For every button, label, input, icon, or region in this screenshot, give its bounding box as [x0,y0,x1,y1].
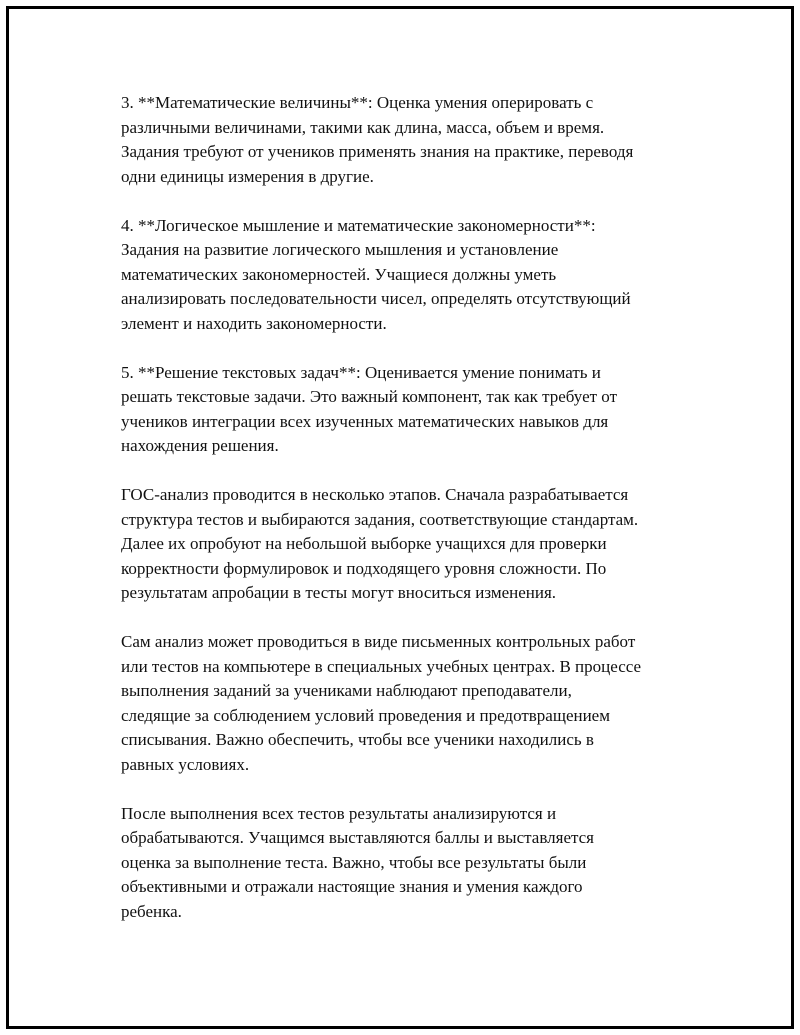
paragraph-results-processing: После выполнения всех тестов результаты анализируются и обрабатываются. Учащимся выставляются баллы и выставляется оценка за выполнение теста. Важно, чтобы все результаты были объективными и отражали настоящие знания и умения каждого ребенка. [121,803,594,921]
page-border [6,6,794,1029]
paragraph-math-quantities: 3. **Математические величины**: Оценка умения оперировать с различными величинами, такими как длина, масса, объем и время. Задания требуют от учеников применять знания на практике, переводя одни единицы измерения в другие. [121,93,634,186]
paragraph-analysis-stages: ГОС-анализ проводится в несколько этапов. Сначала разрабатывается структура тестов и выбираются задания, соответствующие стандартам. Далее их опробуют на небольшой выборке учащихся для проверки корректности формулировок и подходящего уровня сложности. По результатам апробации в тесты могут вноситься изменения. [121,485,639,602]
paragraph-conducting-analysis: Сам анализ может проводиться в виде письменных контрольных работ или тестов на компьютере в специальных учебных центрах. В процессе выполнения заданий за учениками наблюдают преподаватели, следящие за соблюдением условий проведения и предотвращением списывания. Важно обеспечить, чтобы все ученики находились в равных условиях. [121,632,642,774]
paragraph-logical-thinking: 4. **Логическое мышление и математические закономерности**: Задания на развитие логического мышления и установление математических закономерностей. Учащиеся должны уметь анализировать последовательности чисел, определять отсутствующий элемент и находить закономерности. [121,215,631,333]
document-body [121,91,691,924]
paragraph-word-problems: 5. **Решение текстовых задач**: Оценивается умение понимать и решать текстовые задачи. Это важный компонент, так как требует от учеников интеграции всех изученных математических навыков для нахождения решения. [121,362,617,455]
